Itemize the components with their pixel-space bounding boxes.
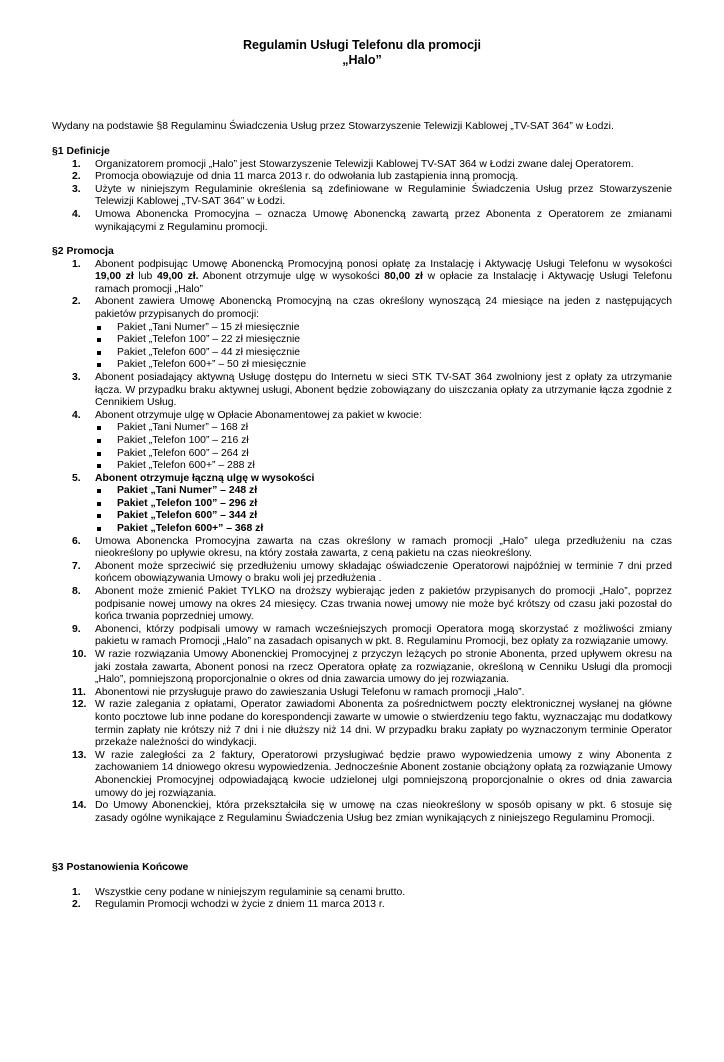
list-item: 5. Abonent otrzymuje łączną ulgę w wysokości Pakiet „Tani Numer” – 248 zł Pakiet „Telefon 100” – 296 zł Pakiet „Telefon 600” – 344 zł Pakiet „Telefon 600+” – 368 zł — [52, 473, 672, 536]
list-item: 7. Abonent może sprzeciwić się przedłużeniu umowy składając oświadczenie Operatorowi najpóźniej w terminie 7 dni przed końcem obowiązywania Umowy o braku woli jej przedłużenia . — [72, 560, 672, 585]
package-item: Pakiet „Telefon 600” – 44 zł miesięcznie — [95, 347, 672, 360]
list-item: 2. Abonent zawiera Umowę Abonencką Promocyjną na czas określony wynoszącą 24 miesiące na jeden z następujących pakietów przypisanych do promocji: Pakiet „Tani Numer” – 15 zł miesięcznie Pakiet „Telefon 100” – 22 zł miesięcznie Pakiet „Telefon 600” – 44 zł miesięcznie Pakiet „Telefon 600+” – 50 zł miesięcznie — [72, 296, 672, 371]
package-item: Pakiet „Telefon 600+” – 50 zł miesięcznie — [95, 359, 672, 372]
section-heading: §3 Postanowienia Końcowe — [52, 862, 189, 873]
bullet-icon — [97, 514, 101, 518]
list-item: 11. Abonentowi nie przysługuje prawo do zawieszania Usługi Telefonu w ramach promocji „Halo”. — [72, 686, 525, 698]
bullet-icon — [97, 439, 101, 443]
bullet-icon — [97, 464, 101, 468]
package-item: Pakiet „Telefon 600” – 264 zł — [95, 448, 672, 461]
list-item: 1. Abonent podpisując Umowę Abonencką Promocyjną ponosi opłatę za Instalację i Aktywację Usługi Telefonu w wysokości 19,00 zł lub 49,00 zł. Abonent otrzymuje ulgę w wysokości 80,00 zł w opłacie za Instalację i Aktywację Usługi Telefonu ramach promocji „Halo” — [72, 258, 672, 295]
title-line-1: Regulamin Usługi Telefonu dla promocji — [243, 38, 481, 52]
package-item: Pakiet „Telefon 100” – 216 zł — [95, 435, 672, 448]
list-item: 1. Wszystkie ceny podane w niniejszym regulaminie są cenami brutto. — [72, 886, 406, 898]
section-heading: §2 Promocja — [52, 246, 114, 257]
bullet-icon — [97, 426, 101, 430]
package-item: Pakiet „Telefon 600+” – 288 zł — [95, 460, 672, 473]
final-provisions-list — [52, 887, 672, 912]
package-item: Pakiet „Telefon 100” – 296 zł — [95, 498, 672, 511]
section-final-provisions — [52, 862, 672, 912]
list-item: 13. W razie zaległości za 2 faktury, Operatorowi przysługiwać będzie prawo wypowiedzenia umowy z winy Abonenta z zachowaniem 14 dniowego okresu wypowiedzenia. Jednocześnie Abonent zostanie obciążony opłatą za rozwiązanie Umowy Abonenckiej Promocyjnej odpowiadającą kwocie udzielonej ulgi pomniejszoną proporcjonalnie o okres od dnia zawarcia umowy do jej rozwiązania. — [72, 749, 672, 799]
package-item: Pakiet „Telefon 600+” – 368 zł — [95, 523, 672, 536]
list-item: 2. Regulamin Promocji wchodzi w życie z dniem 11 marca 2013 r. — [72, 899, 385, 911]
bullet-icon — [97, 489, 101, 493]
package-item: Pakiet „Telefon 100” – 22 zł miesięcznie — [95, 334, 672, 347]
bullet-icon — [97, 326, 101, 330]
package-item: Pakiet „Tani Numer” – 168 zł — [95, 422, 672, 435]
document-title — [0, 38, 724, 68]
package-total-discount-list — [95, 485, 672, 535]
definitions-list — [52, 159, 672, 235]
package-price-list — [95, 322, 672, 372]
section-heading: §1 Definicje — [52, 146, 110, 157]
list-item: 2. Promocja obowiązuje od dnia 11 marca 2013 r. do odwołania lub zastąpienia inną promocją. — [72, 171, 519, 183]
promotion-list — [52, 259, 672, 826]
list-item: 8. Abonent może zmienić Pakiet TYLKO na droższy wybierając jeden z pakietów przypisanych do promocji „Halo”, poprzez podpisanie nowej umowy na okres 24 miesięcy. Czas trwania nowej umowy nie może być krótszy od czasu jaki pozostał do końca trwania poprzedniej umowy. — [72, 586, 672, 623]
title-line-2: „Halo” — [342, 53, 382, 67]
package-item: Pakiet „Tani Numer” – 15 zł miesięcznie — [95, 322, 672, 335]
intro-paragraph: Wydany na podstawie §8 Regulaminu Świadczenia Usług przez Stowarzyszenie Telewizji Kablowej „TV-SAT 364” w Łodzi. — [52, 121, 614, 132]
list-item: 9. Abonenci, którzy podpisali umowy w ramach wcześniejszych promocji Operatora mogą skorzystać z możliwości zmiany pakietu w ramach Promocji „Halo” na zasadach opisanych w pkt. 8. Regulaminu Promocji, bez opłaty za rozwiązanie umowy. — [72, 623, 672, 648]
package-discount-list — [95, 422, 672, 472]
bullet-icon — [97, 351, 101, 355]
package-item: Pakiet „Telefon 600” – 344 zł — [95, 510, 672, 523]
section-promotion — [52, 246, 672, 825]
list-item: 6. Umowa Abonencka Promocyjna zawarta na czas określony w ramach promocji „Halo” ulega przedłużeniu na czas nieokreślony po upływie okresu, na który została zawarta, z ceną pakietu na czas nieokreślony. — [72, 535, 672, 560]
list-item: 10. W razie rozwiązania Umowy Abonenckiej Promocyjnej z przyczyn leżących po stronie Abonenta, przed upływem okresu na jaki została zawarta, Abonent ponosi na rzecz Operatora opłatę za rozwiązanie, określoną w Cenniku Usługi dla promocji „Halo”, pomniejszoną proporcjonalnie o okres od dnia zawarcia umowy do jej rozwiązania. — [72, 649, 672, 686]
list-item: 1. Organizatorem promocji „Halo” jest Stowarzyszenie Telewizji Kablowej TV-SAT 364 w Łodzi zwane dalej Operatorem. — [72, 158, 634, 170]
list-item: 4. Abonent otrzymuje ulgę w Opłacie Abonamentowej za pakiet w kwocie: Pakiet „Tani Numer” – 168 zł Pakiet „Telefon 100” – 216 zł Pakiet „Telefon 600” – 264 zł Pakiet „Telefon 600+” – 288 zł — [52, 410, 672, 473]
package-item: Pakiet „Tani Numer” – 248 zł — [95, 485, 672, 498]
bullet-icon — [97, 502, 101, 506]
bullet-icon — [97, 452, 101, 456]
list-item: 3. Użyte w niniejszym Regulaminie określenia są zdefiniowane w Regulaminie Świadczenia Usług przez Stowarzyszenie Telewizji Kablowej „TV-SAT 364” w Łodzi. — [72, 183, 672, 208]
section-definitions — [52, 146, 672, 234]
list-item: 3. Abonent posiadający aktywną Usługę dostępu do Internetu w sieci STK TV-SAT 364 zwolniony jest z opłaty za utrzymanie łącza. W przypadku braku aktywnej usługi, Abonent będzie zobowiązany do uiszczania opłaty za utrzymanie łącza zgodnie z Cennikiem Usług. — [72, 371, 672, 409]
list-item: 14. Do Umowy Abonenckiej, która przekształciła się w umowę na czas nieokreślony w sposób opisany w pkt. 6 stosuje się zasady ogólne wynikające z Regulaminu Świadczenia Usług bez zmian wynikających z niniejszego Regulaminu Promocji. — [72, 800, 672, 824]
bullet-icon — [97, 338, 101, 342]
bullet-icon — [97, 527, 101, 531]
document-page — [0, 38, 724, 1062]
list-item: 12. W razie zalegania z opłatami, Operator zawiadomi Abonenta za pośrednictwem poczty elektronicznej wysłanej na główne konto pocztowe lub inne podane do korespondencji zawarte w umowie o stwierdzeniu tego faktu, wyznaczając mu dodatkowy termin zapłaty nie krótszy niż 7 dni i nie dłuższy niż 14 dni. W przypadku braku zapłaty po wyznaczonym terminie Operator przekaże należności do windykacji. — [72, 699, 673, 749]
bullet-icon — [97, 363, 101, 367]
list-item: 4. Umowa Abonencka Promocyjna – oznacza Umowę Abonencką zawartą przez Abonenta z Operatorem ze zmianami wynikającymi z Regulaminu promocji. — [72, 208, 672, 233]
